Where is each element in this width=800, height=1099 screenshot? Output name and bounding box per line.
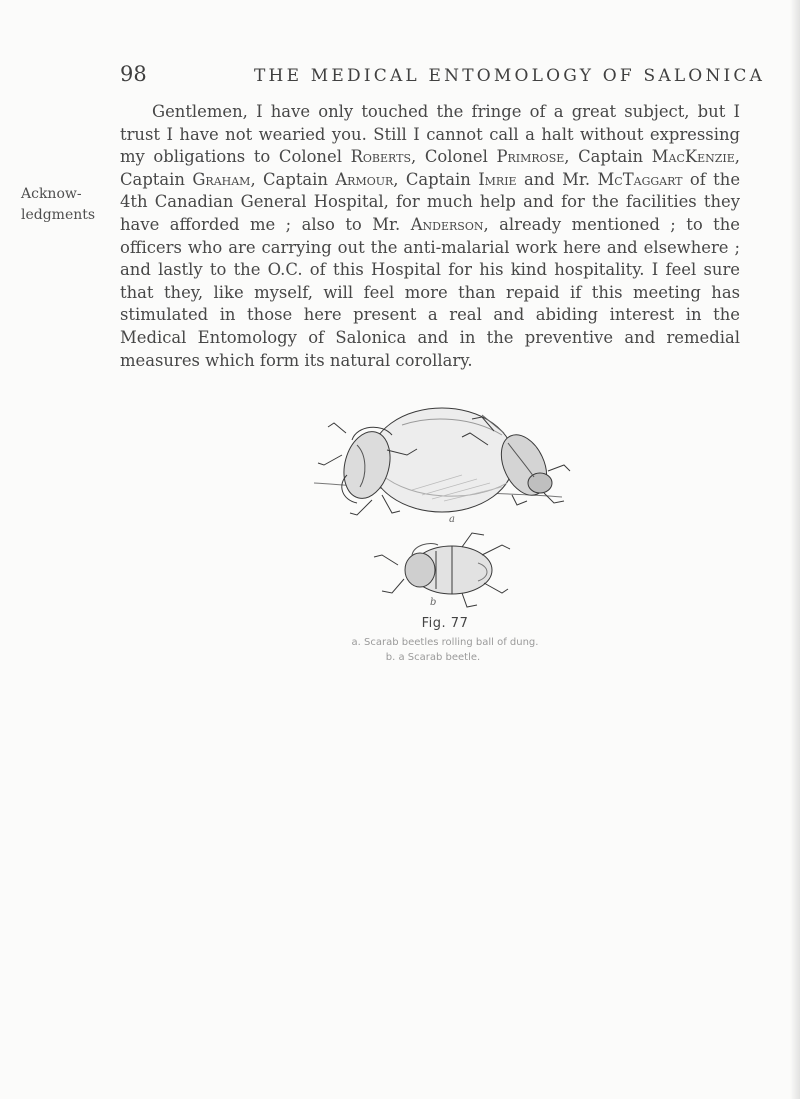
text-run: , Captain <box>250 169 336 189</box>
person-name: Anderson <box>410 214 484 234</box>
person-name: McTaggart <box>597 169 683 189</box>
page-number: 98 <box>120 62 147 86</box>
person-name: Primrose <box>496 147 565 167</box>
margin-note <box>21 184 121 226</box>
paragraph <box>120 101 740 372</box>
page-edge-shadow <box>790 0 800 1099</box>
text-run: , Captain <box>393 169 479 189</box>
figure-caption <box>300 616 590 665</box>
running-head <box>120 62 766 88</box>
figure-label-b: b <box>430 597 437 608</box>
caption-line-b: b. a Scarab beetle. <box>385 652 481 663</box>
figure-label-a: a <box>449 514 455 525</box>
text-run: Gentlemen, I have only touched the fringe of a great subject, but I trust I have not wearied you. Still I cannot call a halt without expressing my obligations to Colonel <box>120 102 740 167</box>
running-title: THE MEDICAL ENTOMOLOGY OF SALONICA <box>254 66 766 86</box>
person-name: Armour <box>335 169 394 189</box>
body-text <box>120 101 740 372</box>
figure-number: Fig. 77 <box>421 616 469 631</box>
text-run: , Colonel <box>411 147 497 167</box>
text-run: , already mentioned ; to the officers who are carrying out the anti-malarial work here and elsewhere ; and lastly to the O.C. of this Hospital for his kind hospitality. I feel sure that they, like myself, will feel more than repaid if this meeting has stimulated in those here present a real and abiding interest in the Medical Entomology of Salonica and in the preventive and remedial measures which form its natural corollary. <box>120 214 740 370</box>
person-name: Imrie <box>478 169 517 189</box>
text-run: and Mr. <box>516 169 598 189</box>
person-name: Graham <box>192 169 251 189</box>
margin-note-line: Acknow- <box>21 186 82 202</box>
text-run: , Captain <box>564 147 652 167</box>
person-name: Roberts <box>350 147 411 167</box>
text-run: , Captain <box>120 147 740 189</box>
caption-line-a: a. Scarab beetles rolling ball of dung. <box>351 637 539 648</box>
margin-note-line: ledgments <box>21 207 96 223</box>
text-run: of the 4th Canadian General Hospital, for much help and for the facilities they have afforded me ; also to Mr. <box>120 169 741 234</box>
figure-description <box>300 635 590 665</box>
scarab-beetle-illustration <box>312 405 582 615</box>
person-name: MacKenzie <box>651 147 735 167</box>
